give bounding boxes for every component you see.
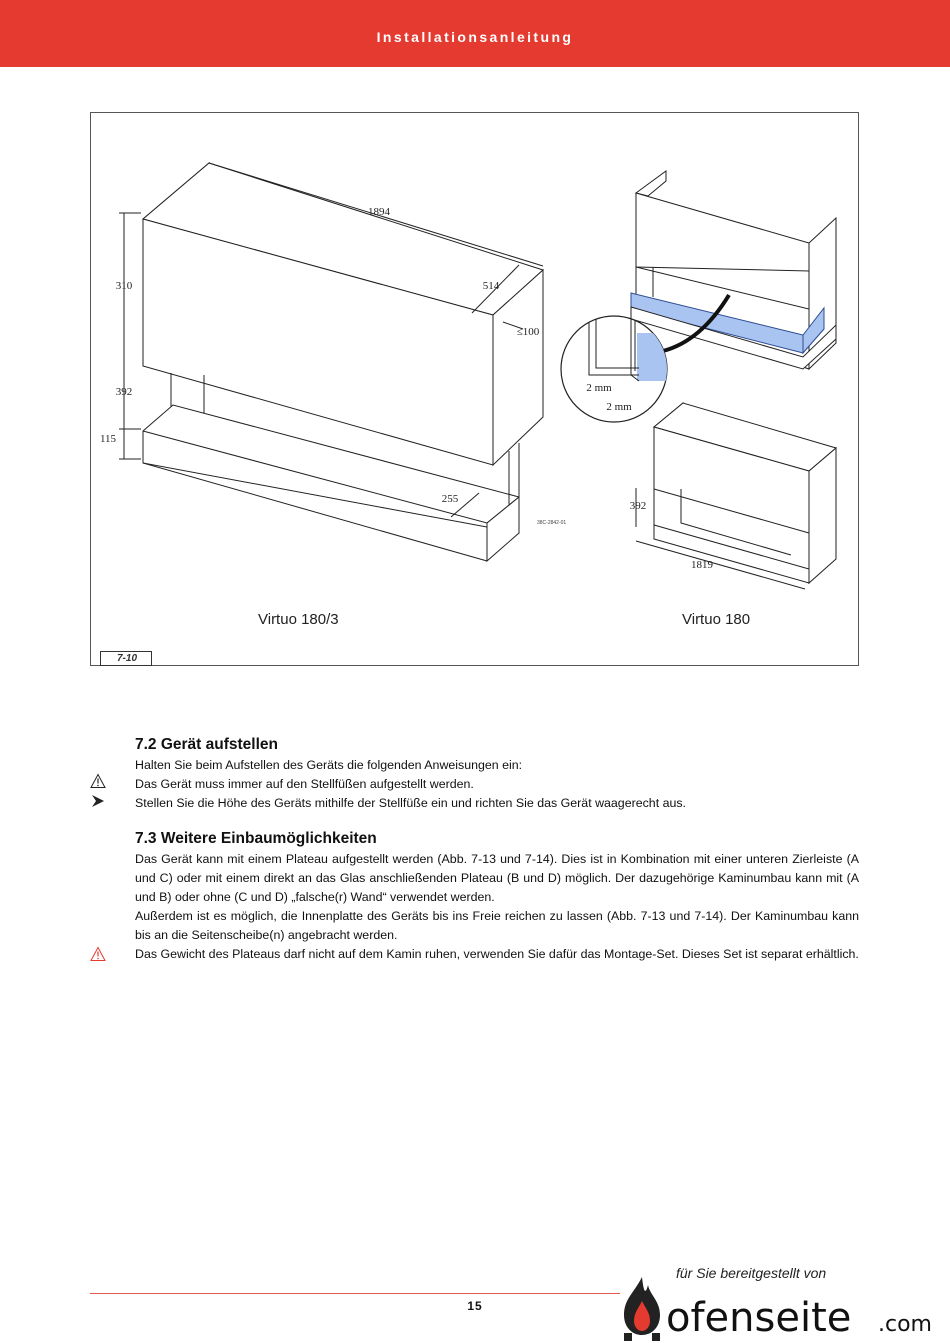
dim-inner-depth-label: 255 — [441, 493, 459, 505]
section-7-3-paragraph-2: Außerdem ist es möglich, die Innenplatte des Geräts bis ins Freie reichen zu lassen (Abb. 7-13 und 7-14). Der Kaminumbau kann bis an die Seitenscheibe(n) angebracht werden. — [135, 909, 859, 942]
header-title: Installationsanleitung — [376, 29, 574, 45]
technical-drawing — [91, 113, 860, 667]
page-number: 15 — [467, 1299, 483, 1313]
dim-gap-vertical-label: 2 mm — [586, 382, 612, 394]
footer-divider — [90, 1293, 620, 1294]
dim-width-label: 1894 — [368, 206, 390, 218]
section-7-2-warning: Das Gerät muss immer auf den Stellfüßen aufgestellt werden. — [135, 777, 474, 791]
dim-right-opening-width-label: 1819 — [691, 559, 713, 571]
caption-left-model: Virtuo 180/3 — [258, 611, 339, 628]
flame-icon — [624, 1277, 660, 1341]
dim-gap-horizontal-label: 2 mm — [606, 401, 632, 413]
warning-triangle-icon — [90, 946, 106, 962]
section-7-2-instruction: Stellen Sie die Höhe des Geräts mithilfe der Stellfüße ein und richten Sie das Gerät waagerecht aus. — [135, 796, 686, 810]
section-7-3-warning: Das Gewicht des Plateaus darf nicht auf dem Kamin ruhen, verwenden Sie dafür das Montage-Set. Dieses Set ist separat erhältlich. — [135, 947, 859, 961]
section-7-2 — [135, 734, 859, 813]
dim-base-height-label: 115 — [99, 433, 117, 445]
figure-number: 7-10 — [100, 651, 152, 666]
caption-right-model: Virtuo 180 — [682, 611, 751, 628]
dim-opening-height-label: 392 — [115, 386, 133, 398]
dim-top-height-label: 310 — [115, 280, 133, 292]
dim-offset-label: ≤100 — [516, 326, 540, 338]
section-7-3-heading: 7.3 Weitere Einbaumöglichkeiten — [135, 830, 377, 847]
section-7-2-intro: Halten Sie beim Aufstellen des Geräts die folgenden Anweisungen ein: — [135, 758, 523, 772]
doc-code: 38C-2842-01 — [537, 520, 567, 526]
section-7-2-heading: 7.2 Gerät aufstellen — [135, 736, 279, 753]
page-header — [0, 0, 950, 67]
dim-depth-label: 514 — [482, 280, 500, 292]
ofenseite-logo — [600, 1271, 950, 1343]
provided-by-text: für Sie bereitgestellt von — [676, 1265, 827, 1281]
arrow-bullet-icon — [90, 793, 106, 809]
warning-triangle-icon — [90, 773, 106, 789]
logo-suffix: .com — [878, 1312, 932, 1337]
logo-text: ofenseite — [666, 1295, 852, 1341]
section-7-3 — [135, 828, 859, 964]
section-7-3-paragraph-1: Das Gerät kann mit einem Plateau aufgestellt werden (Abb. 7-13 und 7-14). Dies ist in Kombination mit einer unteren Zierleiste (A und C) oder mit einem direkt an das Glas anschließenden Plateau (B und D) möglich. Der dazugehörige Kaminumbau kann mit (A und B) oder ohne (C und D) „falsche(r) Wand“ verwendet werden. — [135, 852, 859, 904]
dim-right-opening-height-label: 392 — [629, 500, 647, 512]
figure-7-10 — [90, 112, 859, 666]
